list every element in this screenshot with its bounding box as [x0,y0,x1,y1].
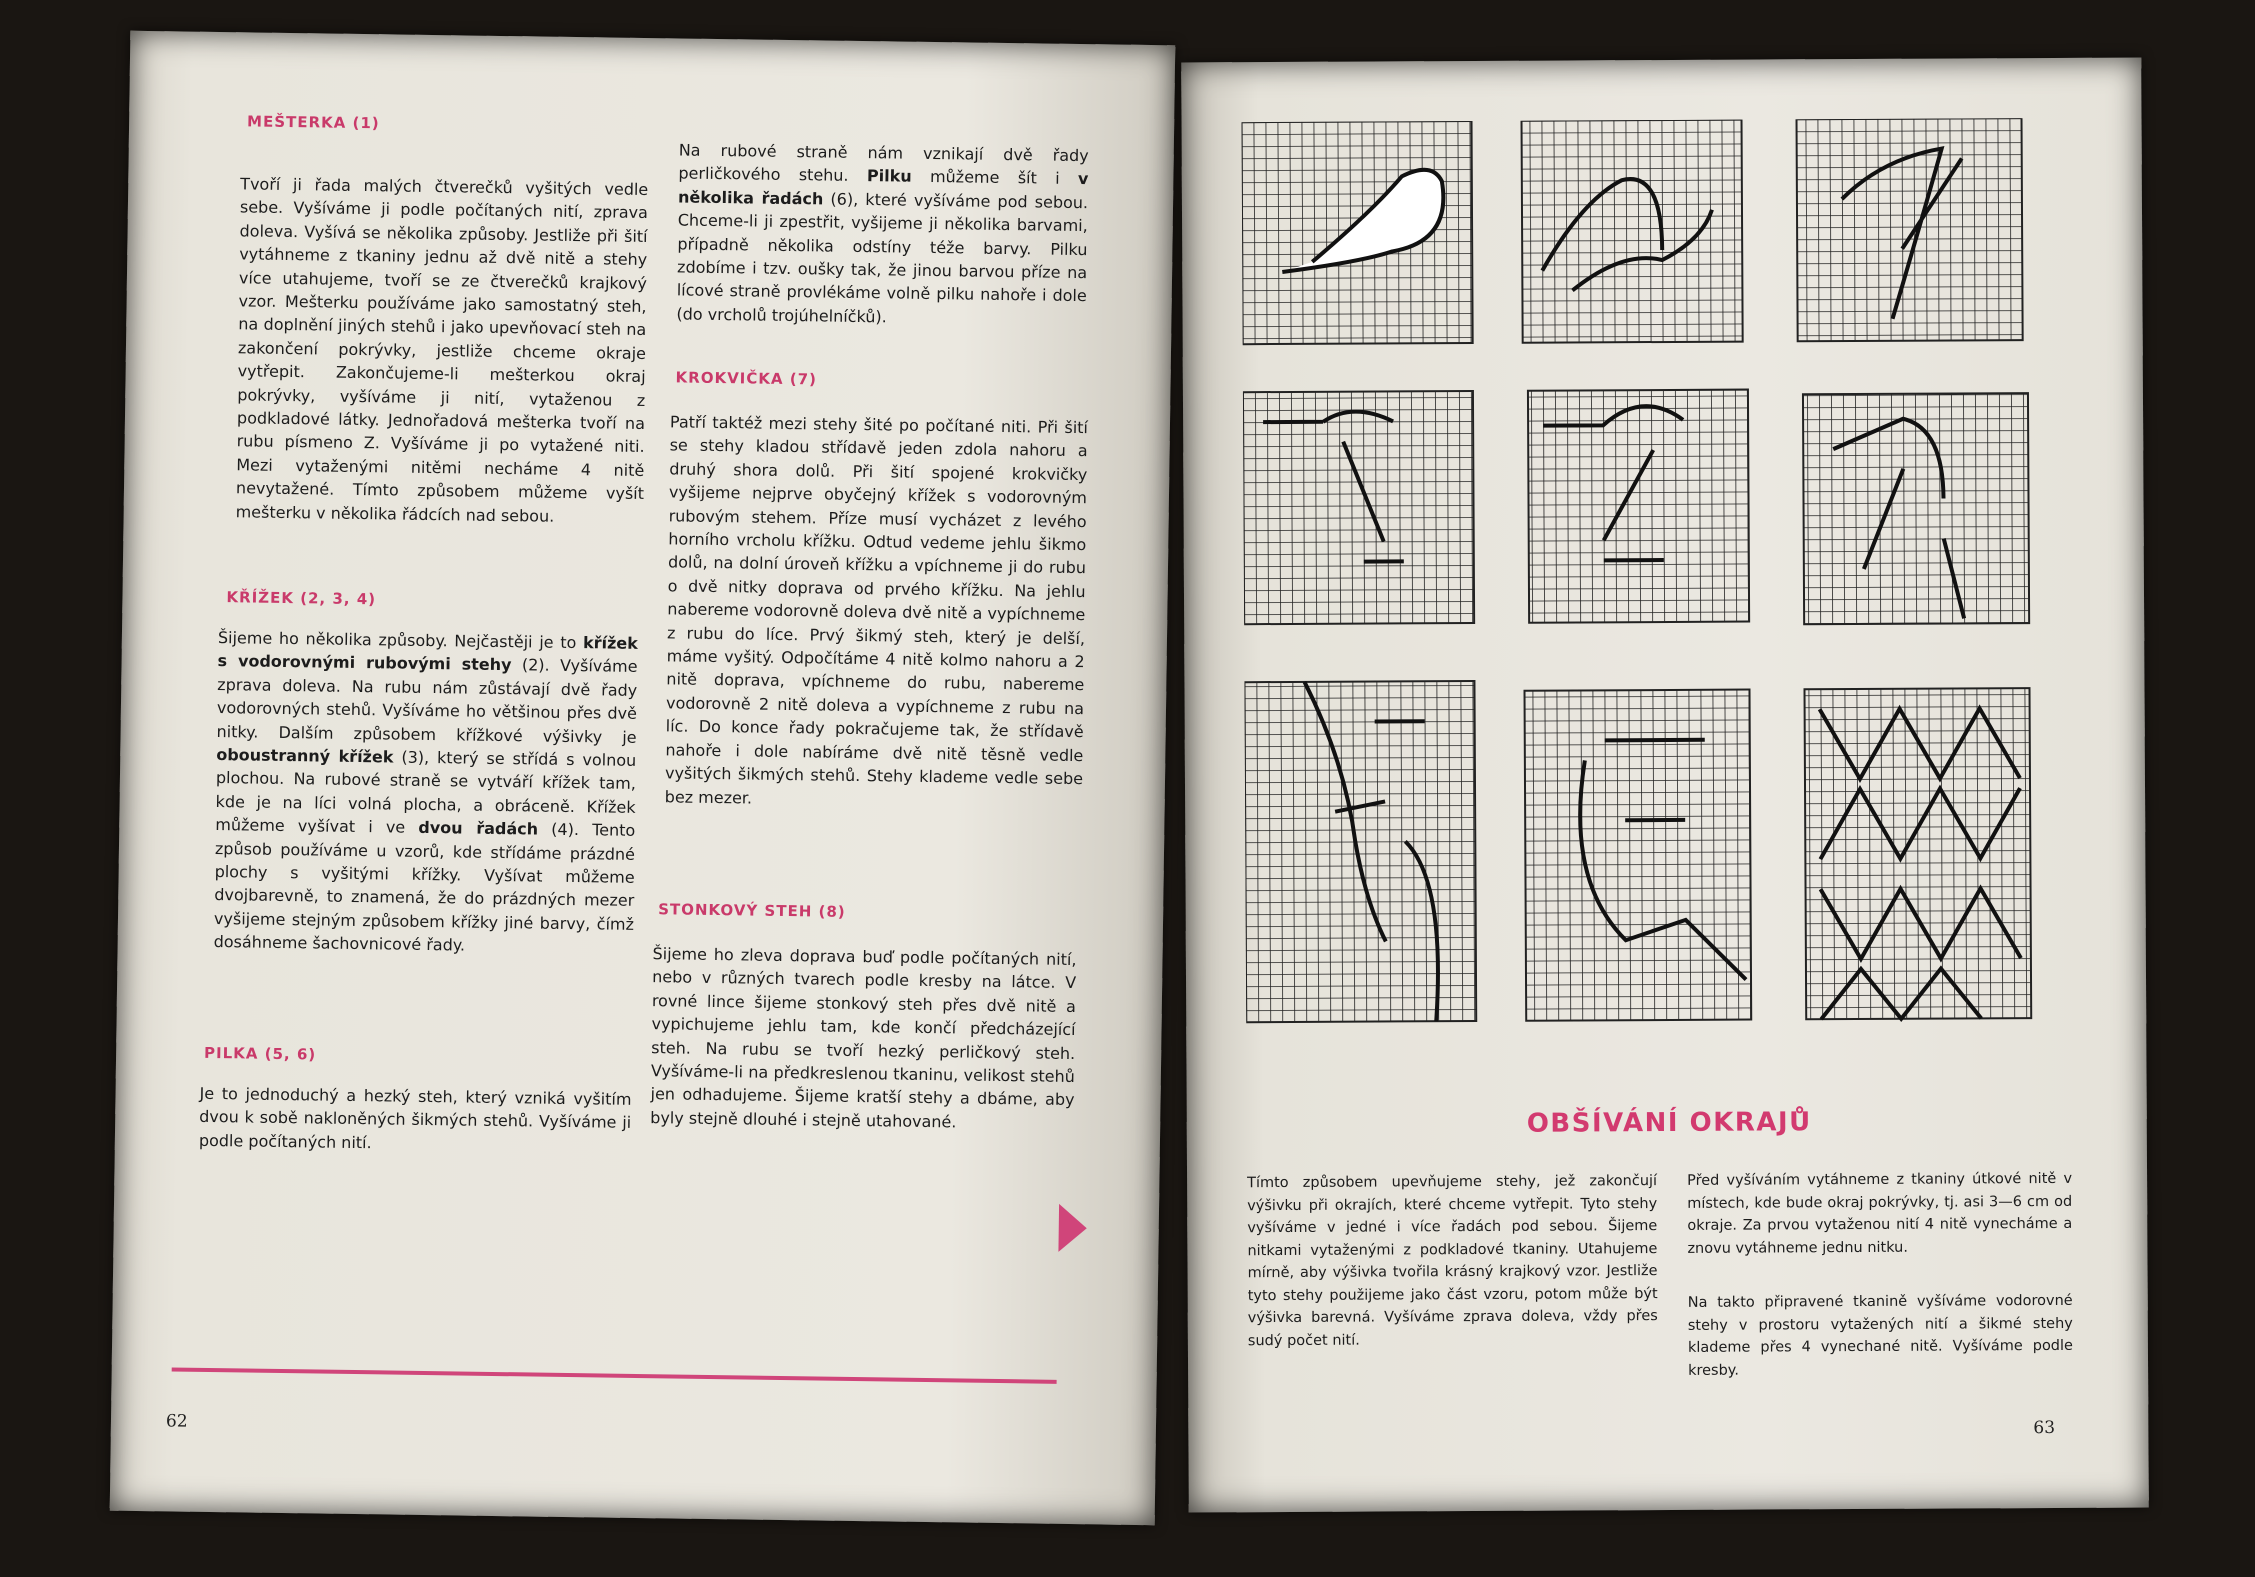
diagram-9 [1805,688,2032,1019]
paragraph-mesterka: Tvoří ji řada malých čtverečků vyšitých vedle sebe. Vyšíváme ji podle počítaných nití, zprava doleva. Vyšívá se několika způsoby. Jestliže při šití vytáhneme z tkaniny jednu až dvě nitě a stehy více utahujeme, tvoří se ze čtverečků krajkový vzor. Mešterku používáme jako samostatný steh, na doplnění jiných stehů i jako upevňovací steh na zakončení pokrývky, jestliže chceme okraje vytřepit. Zakončujeme-li mešterkou okraj pokrývky, vyšíváme ji nití, vytaženou z podkladové látky. Jednořadová mešterka tvoří na rubu písmeno Z. Vyšíváme ji po vytažené niti. Mezi vytaženými nitěmi necháme 4 nitě nevytažené. Tímto způsobem můžeme vyšít mešterku v několika řádcích nad sebou. [235,174,649,526]
heading-krizek: KŘÍŽEK (2, 3, 4) [226,588,377,609]
diagram-3 [1797,118,2023,341]
paragraph-krokvicka: Patří taktéž mezi stehy šité po počítané niti. Při šití se stehy kladou střídavě jeden zdola nahoru a druhý shora dolů. Při šití spojené krokvičky vyšijeme nejprve obyčejný křížek s vodorovným rubovým stehem. Příze musí vycházet z levého horního vrcholu křížku. Odtud vedeme jehlu šikmo dolů, na dolní úroveň křížku a vpíchneme ji do rubu o dvě nitky doprava od prvého křížku. Na jehlu nabereme vodorovně doleva dvě nitě a vypíchneme z rubu do líce. Prvý šikmý steh, který je delší, máme vyšitý. Odpočítáme 4 nitě kolmo nahoru a 2 nitě doprava, vpíchneme do rubu, nabereme vodorovně 2 nitě doleva a vypíchneme z rubu na líc. Do konce řady pokračujeme tak, že střídavě nahoře i dole nabíráme dvě nitě těsně vedle vyšitých šikmých stehů. Stehy klademe vedle sebe bez mezer. [664,412,1089,808]
heading-mesterka: MEŠTERKA (1) [247,112,380,133]
heading-pilka: PILKA (5, 6) [203,1043,317,1064]
stitch-diagrams [1242,118,2047,1082]
diagram-8 [1525,690,1752,1021]
heading-krokvicka: KROKVIČKA (7) [675,368,818,389]
section-title: OBŠÍVÁNÍ OKRAJŮ [1526,1107,1812,1139]
page-number-left: 62 [165,1411,188,1432]
diagram-4 [1243,391,1474,624]
bottom-rule [172,1367,1057,1383]
paragraph-krizek: Šijeme ho několika způsoby. Nejčastěji je to křížek s vodorovnými rubovými stehy (2). Vyšíváme zprava doleva. Na rubu nám zůstávají dvě řady vodorovných stehů. Vyšíváme ho většinou přes dvě nitky. Dalším způsobem křížkové výšivky je oboustranný křížek (3), který se střídá s volnou plochou. Na rubové straně se vytváří křížek tam, kde je na líci volná plocha, a obráceně. Křížek můžeme vyšívat i ve dvou řadách (4). Tento způsob používáme u vzorů, kde střídáme prázdné plochy s vyšitými křížky. Vyšívat můžeme dvojbarevně, to znamená, že do prázdných mezer vyšijeme stejným způsobem křížky jiné barvy, čímž dosáhneme šachovnicové řady. [213,628,639,955]
right-page [1181,57,2149,1512]
heading-stonkovy: STONKOVÝ STEH (8) [658,900,846,921]
paragraph-obsivani-1: Tímto způsobem upevňujeme stehy, jež zakončují výšivku při okrajích, které chceme vytřepit. Tyto stehy vyšíváme v jedné i více řadách pod sebou. Šijeme nitkami vytaženými z podkladové tkaniny. Utahujeme mírně, aby výšivka tvořila krásný krajkový vzor. Jestliže tyto stehy použijeme jako část vzoru, potom může být výšivka barevná. Vyšíváme zprava doleva, vždy přes sudý počet nití. [1247,1173,1658,1349]
page-number-right: 63 [2033,1417,2056,1439]
paragraph-obsivani-2: Před vyšíváním vytáhneme z tkaniny útkové nitě v místech, kde bude okraj pokrývky, tj. asi 3—6 cm od okraje. Za prvou vytaženou nití 4 nitě vynecháme a znovu vytáhneme jednu nitku. [1687,1170,2073,1257]
paragraph-pilka: Je to jednoduchý a hezký steh, který vzniká vyšitím dvou k sobě nakloněných šikmých stehů. Vyšíváme ji podle počítaných nití. [198,1083,632,1153]
paragraph-pilka-continued: Na rubové straně nám vznikají dvě řady perličkového stehu. Pilku můžeme šít i v několika řadách (6), které vyšíváme pod sebou. Chceme-li ji zpestřit, vyšijeme ji několika barvami, případně několika odstíny téže barvy. Pilku zdobíme i tzv. oušky tak, že jinou barvou příze na lícové straně provlékáme volně pilku nahoře i dole (do vrcholů trojúhelníčků). [676,140,1089,327]
diagram-2 [1522,120,1743,343]
next-page-arrow-icon [1058,1204,1087,1252]
diagram-7 [1244,681,1476,1022]
diagram-1 [1242,121,1473,344]
paragraph-obsivani-3: Na takto připravené tkanině vyšíváme vodorovné stehy v prostoru vytažených nití a šikmé stehy klademe přes 4 vynechané nitě. Vyšíváme podle kresby. [1687,1292,2073,1379]
diagram-6 [1803,393,2029,624]
diagram-5 [1528,390,1749,623]
left-page [110,31,1176,1525]
paragraph-stonkovy: Šijeme ho zleva doprava buď podle počítaných nití, nebo v různých tvarech podle kresby na látce. V rovné lince šijeme stonkový steh přes dvě nitě a vypichujeme jehlu tam, kde končí předcházející steh. Na rubu se tvoří hezký perličkový steh. Vyšíváme-li na předkreslenou tkaninu, velikost stehů jen odhadujeme. Šijeme kratší stehy a dbáme, aby byly stejně dlouhé i stejně utahované. [650,944,1077,1132]
